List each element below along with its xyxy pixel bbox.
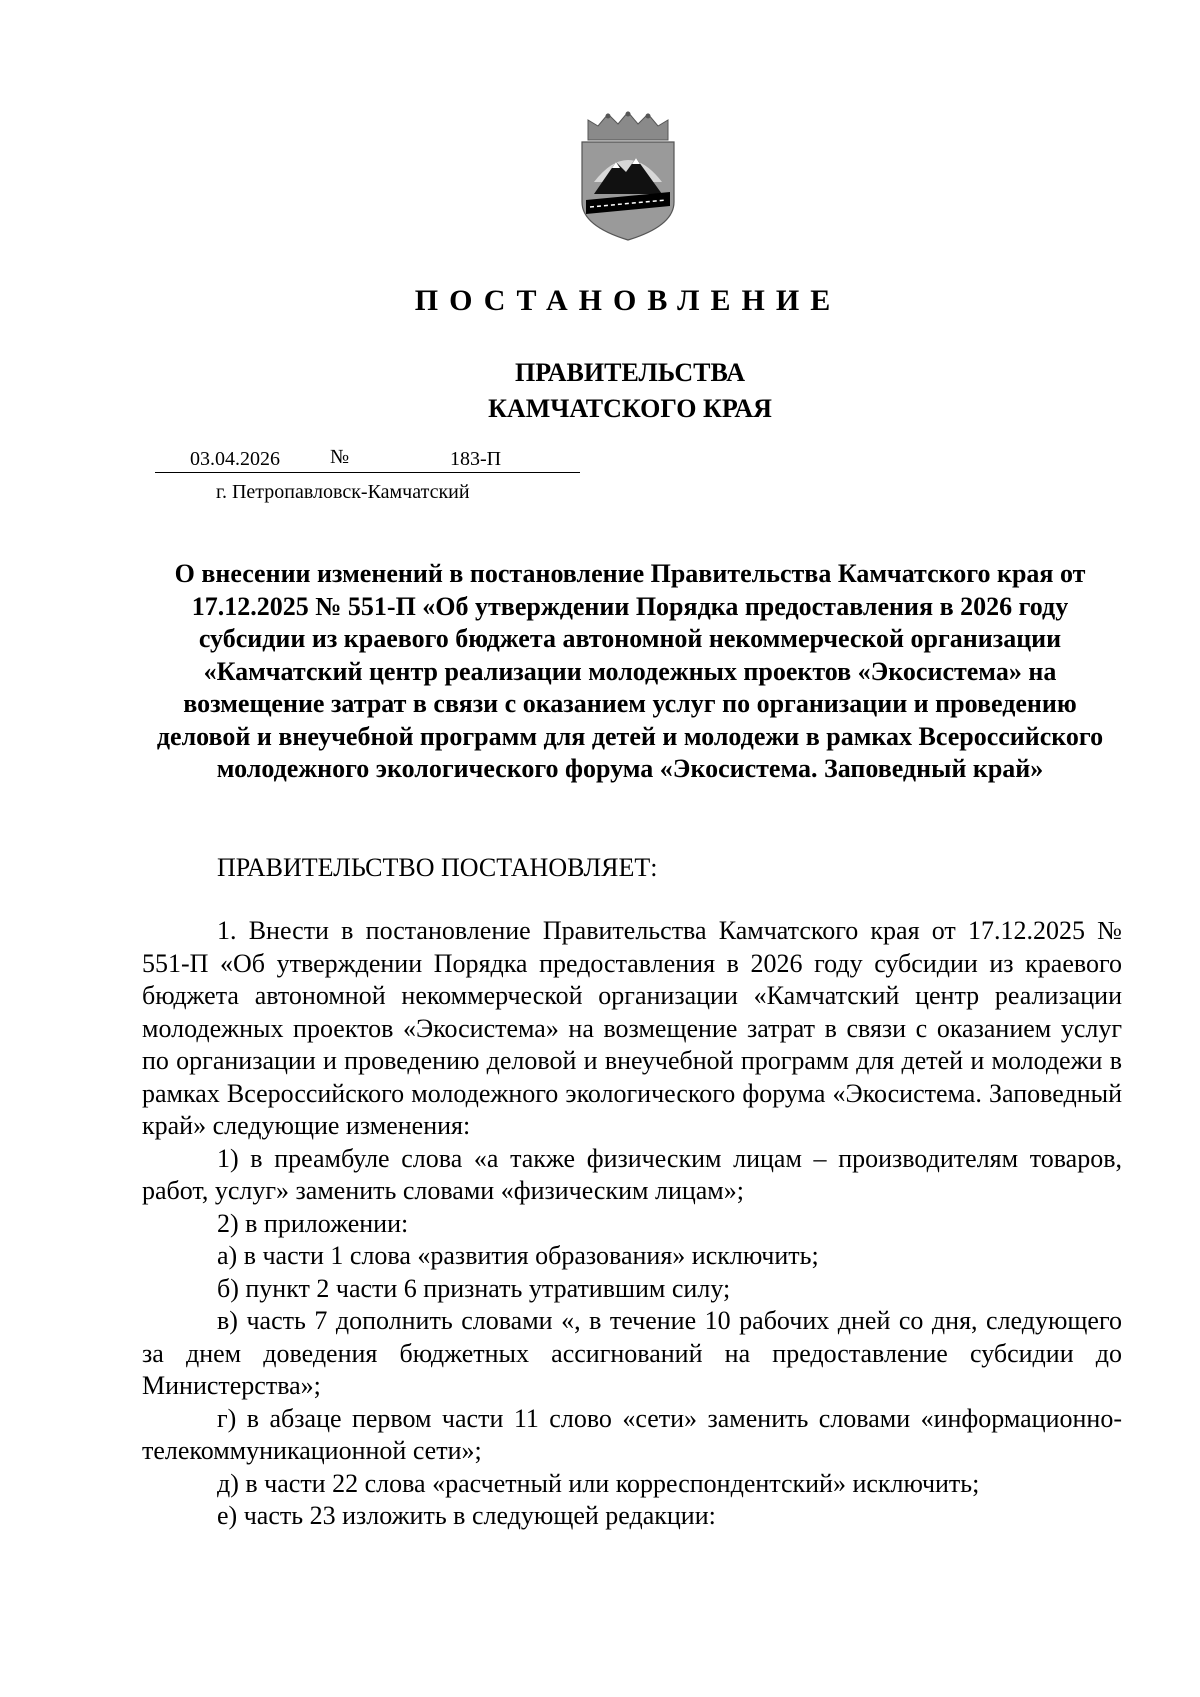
document-title: О внесении изменений в постановление Правительства Камчатского края от 17.12.2025 № 551-П «Об утверждении Порядка предоставления в 2026 году субсидии из краевого бюджета автономной некоммерческой организации «Камчатский центр реализации молодежных проектов «Экосистема» на возмещение затрат в связи с оказанием услуг по организации и проведению деловой и внеучебной программ для детей и молодежи в рамках Всероссийского молодежного экологического форума «Экосистема. Заповедный край» [156,559,1104,783]
decree-heading: ПРАВИТЕЛЬСТВО ПОСТАНОВЛЯЕТ: [217,853,658,882]
paragraph-subitem-2: 2) в приложении: [217,1208,409,1238]
city-name: г. Петропавловск-Камчатский [216,481,470,503]
paragraph-subitem-v: в) часть 7 дополнить словами «, в течение 10 рабочих дней со дня, следующего за днем доведения бюджетных ассигнований на предоставление субсидии до Министерства»; [142,1306,1122,1400]
paragraph-subitem-1: 1) в преамбуле слова «а также физическим лицам – производителям товаров, работ, услуг» заменить словами «физическим лицам»; [142,1143,1122,1205]
document-body [142,915,1122,1533]
paragraph-item-1: 1. Внести в постановление Правительства Камчатского края от 17.12.2025 № 551-П «Об утверждении Порядка предоставления в 2026 году субсидии из краевого бюджета автономной некоммерческой организации «Камчатский центр реализации молодежных проектов «Экосистема» на возмещение затрат в связи с оказанием услуг по организации и проведению деловой и внеучебной программ для детей и молодежи в рамках Всероссийского молодежного экологического форума «Экосистема. Заповедный край» следующие изменения: [142,916,1122,1140]
kamchatka-coat-of-arms-icon [574,110,682,242]
issuer-heading [300,355,960,427]
paragraph-subitem-b: б) пункт 2 части 6 признать утратившим силу; [217,1273,731,1303]
paragraph-subitem-d: д) в части 22 слова «расчетный или корреспондентский» исключить; [217,1468,980,1498]
registration-number-sign: № [330,446,350,468]
registration-date: 03.04.2026 [190,448,280,470]
paragraph-subitem-a: а) в части 1 слова «развития образования» исключить; [217,1241,819,1270]
registration-line [155,446,580,473]
paragraph-subitem-g: г) в абзаце первом части 11 слово «сети» заменить словами «информационно-телекоммуникационной сети»; [142,1403,1122,1465]
issuer-line-2: КАМЧАТСКОГО КРАЯ [488,394,772,423]
paragraph-subitem-e: е) часть 23 изложить в следующей редакции: [217,1501,716,1530]
issuer-line-1: ПРАВИТЕЛЬСТВА [515,358,745,387]
document-type-heading: ПОСТАНОВЛЕНИЕ [414,284,842,317]
registration-number: 183-П [450,448,502,470]
